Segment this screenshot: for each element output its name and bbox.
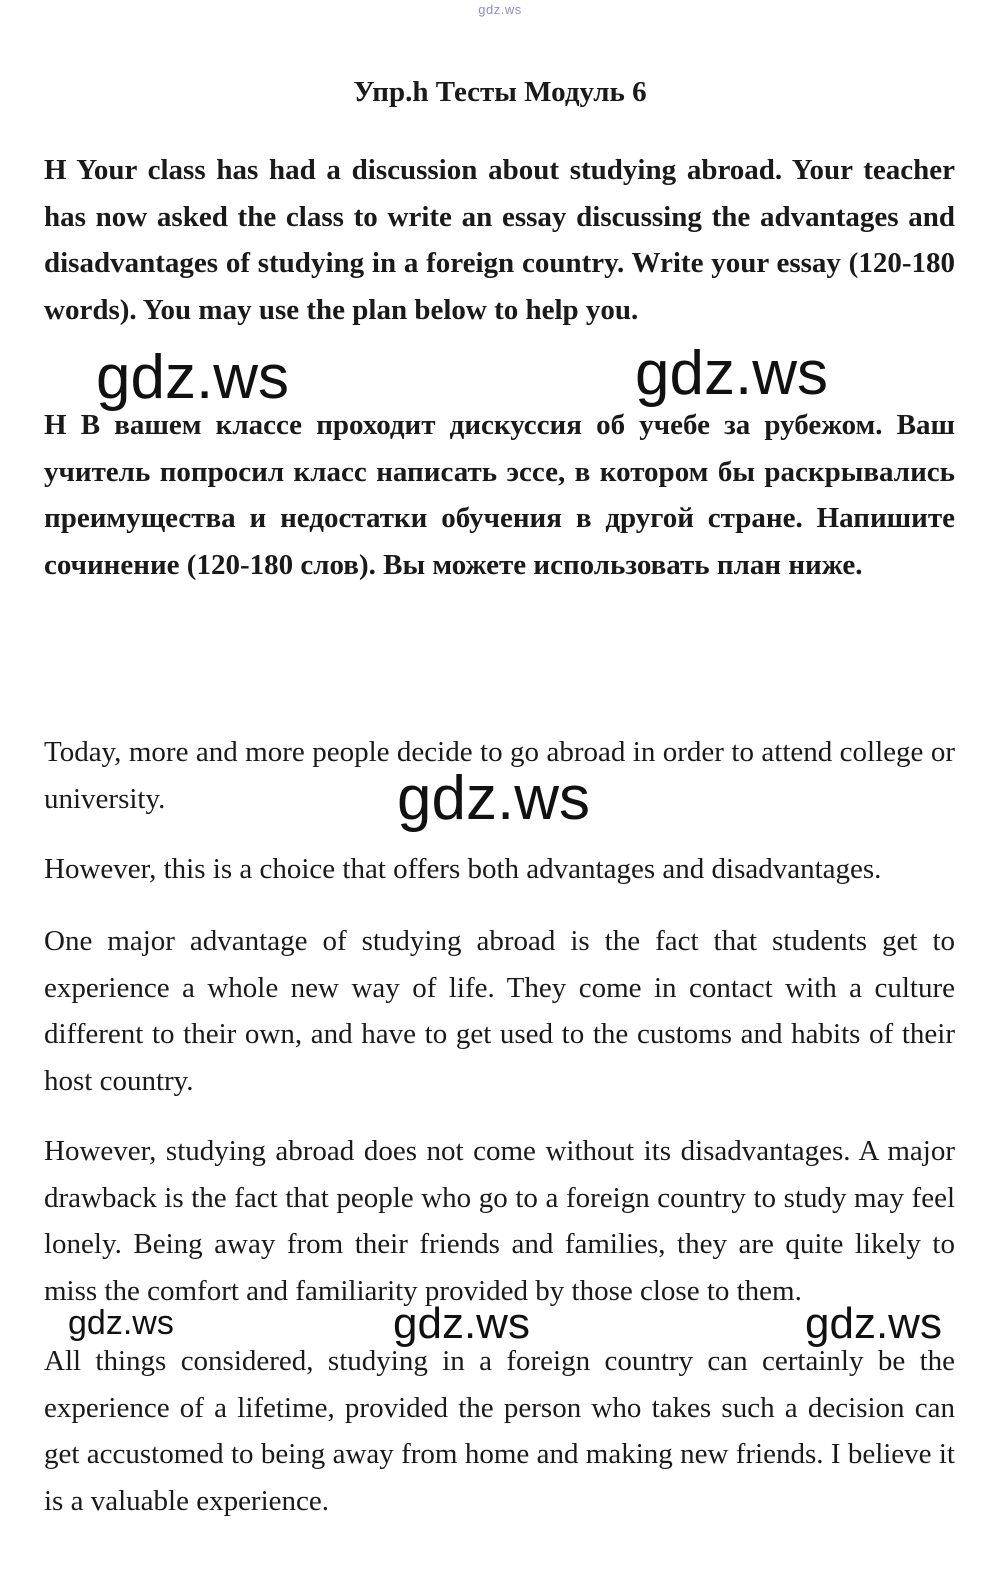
essay-paragraph-2: However, this is a choice that offers both advantages and disadvantages. <box>44 853 882 885</box>
essay-paragraph-5: All things considered, studying in a foreign country can certainly be the experience of a lifetime, provided the person who takes such a decision can get accustomed to being away from home and making new friends. I believe it is a valuable experience. <box>44 1345 955 1517</box>
essay-paragraph-3: One major advantage of studying abroad is the fact that students get to experience a whole new way of life. They come in contact with a culture different to their own, and have to get used to the customs and habits of their host country. <box>44 925 955 1097</box>
watermark: gdz.ws <box>393 1299 530 1348</box>
task-english: H Your class has had a discussion about studying abroad. Your teacher has now asked the class to write an essay discussing the advantages and disadvantages of studying in a foreign country. Write your essay (120-180 words). You may use the plan below to help you. <box>44 154 955 326</box>
watermark: gdz.ws <box>805 1299 942 1348</box>
task-russian: H В вашем классе проходит дискуссия об учебе за рубежом. Ваш учитель попросил класс написать эссе, в котором бы раскрывались преимущества и недостатки обучения в другой стране. Напишите сочинение (120-180 слов). Вы можете использовать план ниже. <box>44 409 955 581</box>
watermark: gdz.ws <box>96 343 289 412</box>
watermark: gdz.ws <box>635 339 828 408</box>
watermark: gdz.ws <box>397 764 590 833</box>
essay-paragraph-4: However, studying abroad does not come without its disadvantages. A major drawback is the fact that people who go to a foreign country to study may feel lonely. Being away from their friends and families, they are quite likely to miss the comfort and familiarity provided by those close to them. <box>44 1135 955 1307</box>
watermark: gdz.ws <box>68 1304 174 1342</box>
top-watermark: gdz.ws <box>478 2 522 17</box>
page-title: Упр.h Тесты Модуль 6 <box>353 76 647 108</box>
essay-paragraph-1: Today, more and more people decide to go abroad in order to attend college or university. <box>44 736 955 815</box>
